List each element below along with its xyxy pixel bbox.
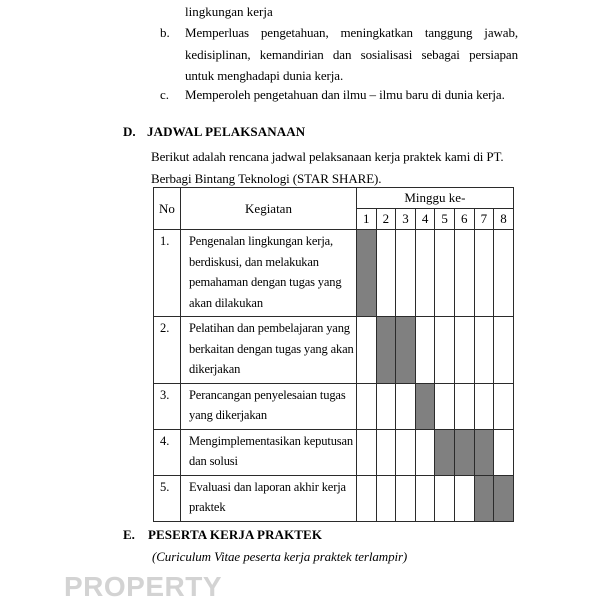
gantt-bar-cell xyxy=(376,317,396,384)
activity-line: Perancangan penyelesaian tugas xyxy=(189,387,346,402)
table-row xyxy=(154,429,514,475)
list-item-c-marker: c. xyxy=(160,87,170,102)
week-cell xyxy=(454,230,474,317)
row-number: 4. xyxy=(154,429,181,475)
activity-line: berkaitan dengan tugas yang akan xyxy=(189,341,354,356)
week-cell xyxy=(396,429,416,475)
list-item-a-continuation: lingkungan kerja xyxy=(185,4,273,19)
header-minggu-ke: Minggu ke- xyxy=(357,188,514,209)
activity-line: Evaluasi dan laporan akhir kerja xyxy=(189,479,346,494)
week-number-label: 3 xyxy=(396,209,416,230)
activity-cell xyxy=(181,383,357,429)
row-number: 2. xyxy=(154,317,181,384)
section-e-title: PESERTA KERJA PRAKTEK xyxy=(148,527,323,542)
week-cell xyxy=(415,230,435,317)
week-cell xyxy=(396,475,416,521)
week-cell xyxy=(435,475,455,521)
week-cell xyxy=(357,429,377,475)
gantt-bar-cell xyxy=(415,383,435,429)
week-cell xyxy=(415,475,435,521)
week-cell xyxy=(454,475,474,521)
week-cell xyxy=(474,383,494,429)
week-cell xyxy=(494,383,514,429)
activity-cell xyxy=(181,475,357,521)
table-header-row xyxy=(154,188,514,209)
section-e-note: (Curiculum Vitae peserta kerja praktek terlampir) xyxy=(152,549,408,564)
week-number-label: 7 xyxy=(474,209,494,230)
header-no: No xyxy=(154,188,181,230)
table-row xyxy=(154,230,514,317)
week-cell xyxy=(435,383,455,429)
week-cell xyxy=(474,230,494,317)
week-number-label: 4 xyxy=(415,209,435,230)
week-cell xyxy=(415,317,435,384)
row-number: 5. xyxy=(154,475,181,521)
week-cell xyxy=(376,429,396,475)
week-number-label: 8 xyxy=(494,209,514,230)
activity-line: yang dikerjakan xyxy=(189,408,267,422)
week-cell xyxy=(376,475,396,521)
week-cell xyxy=(415,429,435,475)
activity-line: dikerjakan xyxy=(189,362,241,376)
row-number: 3. xyxy=(154,383,181,429)
header-kegiatan: Kegiatan xyxy=(181,188,357,230)
gantt-bar-cell xyxy=(494,475,514,521)
activity-cell xyxy=(181,317,357,384)
section-d-letter: D. xyxy=(123,124,136,139)
week-cell xyxy=(357,475,377,521)
week-cell xyxy=(494,317,514,384)
week-cell xyxy=(474,317,494,384)
week-cell xyxy=(396,230,416,317)
list-item-b-marker: b. xyxy=(160,25,170,40)
activity-line: berdiskusi, dan melakukan xyxy=(189,254,319,269)
week-cell xyxy=(435,230,455,317)
gantt-bar-cell xyxy=(357,230,377,317)
activity-cell xyxy=(181,230,357,317)
week-cell xyxy=(454,383,474,429)
list-item-b-text: Memperluas pengetahuan, meningkatkan tanggung jawab, kedisiplinan, kemandirian dan sosialisasi sebagai persiapan untuk menghadapi dunia kerja. xyxy=(185,25,518,84)
activity-line: Pelatihan dan pembelajaran yang xyxy=(189,321,350,335)
week-cell xyxy=(494,429,514,475)
section-e-letter: E. xyxy=(123,527,135,542)
gantt-bar-cell xyxy=(396,317,416,384)
week-cell xyxy=(454,317,474,384)
week-cell xyxy=(494,230,514,317)
week-cell xyxy=(376,230,396,317)
week-number-label: 5 xyxy=(435,209,455,230)
week-cell xyxy=(435,317,455,384)
activity-line: dan solusi xyxy=(189,454,238,468)
activity-line: akan dilakukan xyxy=(189,295,263,310)
week-cell xyxy=(357,383,377,429)
week-cell xyxy=(376,383,396,429)
week-number-label: 1 xyxy=(357,209,377,230)
gantt-bar-cell xyxy=(435,429,455,475)
activity-line: Mengimplementasikan keputusan xyxy=(189,433,354,448)
table-row xyxy=(154,475,514,521)
week-number-label: 2 xyxy=(376,209,396,230)
gantt-bar-cell xyxy=(454,429,474,475)
row-number: 1. xyxy=(154,230,181,317)
section-d-intro: Berikut adalah rencana jadwal pelaksanaan kerja praktek kami di PT. Berbagi Bintang Teknologi (STAR SHARE). xyxy=(151,149,504,186)
gantt-bar-cell xyxy=(474,429,494,475)
table-row xyxy=(154,317,514,384)
watermark-text: PROPERTY xyxy=(64,571,223,600)
list-item-c-text: Memperoleh pengetahuan dan ilmu – ilmu baru di dunia kerja. xyxy=(185,87,505,102)
activity-line: pemahaman dengan tugas yang xyxy=(189,275,342,289)
week-cell xyxy=(357,317,377,384)
activity-line: Pengenalan lingkungan kerja, xyxy=(189,234,334,248)
activity-line: praktek xyxy=(189,500,226,514)
section-d-title: JADWAL PELAKSANAAN xyxy=(147,124,306,139)
gantt-bar-cell xyxy=(474,475,494,521)
activity-cell xyxy=(181,429,357,475)
table-row xyxy=(154,383,514,429)
week-number-label: 6 xyxy=(454,209,474,230)
schedule-table xyxy=(153,187,514,522)
week-cell xyxy=(396,383,416,429)
